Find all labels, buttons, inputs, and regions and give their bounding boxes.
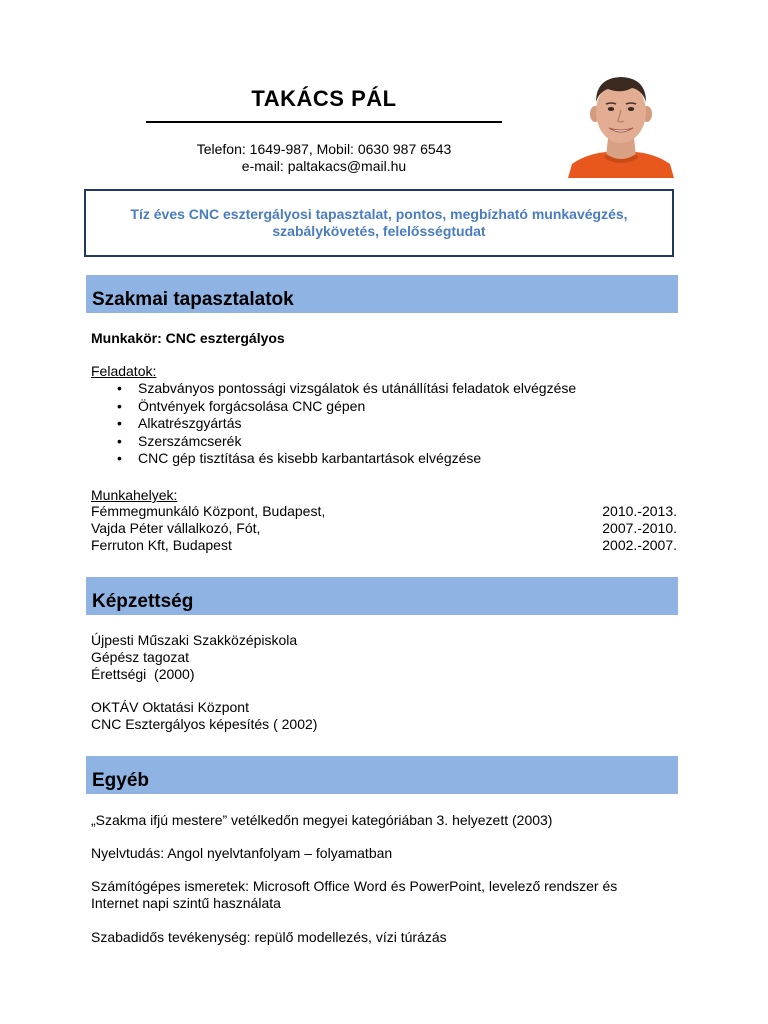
school-1-track: Gépész tagozat xyxy=(91,649,190,665)
workplace-name: Fémmegmunkáló Központ, Budapest, xyxy=(91,503,326,519)
task-item: • Alkatrészgyártás xyxy=(91,415,576,433)
name-underline xyxy=(146,121,502,123)
workplace-row xyxy=(91,537,677,554)
other-computer-skills-line2: Internet napi szintű használata xyxy=(91,895,281,911)
workplace-name: Vajda Péter vállalkozó, Fót, xyxy=(91,520,261,536)
task-item: • Szabványos pontossági vizsgálatok és utánállítási feladatok elvégzése xyxy=(91,380,576,398)
workplace-period: 2007.-2010. xyxy=(602,520,677,536)
section-title-education: Képzettség xyxy=(92,591,194,612)
section-header-other xyxy=(86,756,678,794)
workplace-row xyxy=(91,503,677,520)
section-title-other: Egyéb xyxy=(92,770,150,791)
profile-photo xyxy=(566,72,676,178)
workplaces-label: Munkahelyek: xyxy=(91,487,178,503)
summary-text: Tíz éves CNC esztergályosi tapasztalat, pontos, megbízható munkavégzés, szabálykövetés, felelősségtudat xyxy=(130,206,628,239)
candidate-name: TAKÁCS PÁL xyxy=(251,86,397,111)
school-2-degree: CNC Esztergályos képesítés ( 2002) xyxy=(91,716,318,732)
job-role: Munkakör: CNC esztergályos xyxy=(91,330,285,346)
school-2: OKTÁV Oktatási Központ xyxy=(91,699,249,715)
email-line: e-mail: paltakacs@mail.hu xyxy=(241,158,407,174)
summary-box xyxy=(84,189,674,257)
workplace-period: 2010.-2013. xyxy=(602,503,677,519)
workplace-period: 2002.-2007. xyxy=(602,537,677,553)
phone-line: Telefon: 1649-987, Mobil: 0630 987 6543 xyxy=(196,141,452,157)
section-header-experience xyxy=(86,275,678,313)
other-languages: Nyelvtudás: Angol nyelvtanfolyam – folyamatban xyxy=(91,845,393,861)
tasks-list xyxy=(91,380,576,468)
workplace-row xyxy=(91,520,677,537)
task-item: • CNC gép tisztítása és kisebb karbantartások elvégzése xyxy=(91,450,576,468)
task-item: • Öntvények forgácsolása CNC gépen xyxy=(91,398,576,416)
other-competition: „Szakma ifjú mestere” vetélkedőn megyei kategóriában 3. helyezett (2003) xyxy=(91,812,553,828)
other-computer-skills-line1: Számítógépes ismeretek: Microsoft Office Word és PowerPoint, levelező rendszer és xyxy=(91,878,618,894)
section-header-education xyxy=(86,577,678,615)
section-title-experience: Szakmai tapasztalatok xyxy=(92,289,294,310)
other-hobbies: Szabadidős tevékenység: repülő modellezés, vízi túrázás xyxy=(91,929,447,945)
task-item: • Szerszámcserék xyxy=(91,433,576,451)
workplace-name: Ferruton Kft, Budapest xyxy=(91,537,232,553)
school-1-degree: Érettségi (2000) xyxy=(91,666,195,682)
tasks-label: Feladatok: xyxy=(91,363,157,379)
school-1: Újpesti Műszaki Szakközépiskola xyxy=(91,632,298,648)
workplaces-list xyxy=(91,503,677,554)
